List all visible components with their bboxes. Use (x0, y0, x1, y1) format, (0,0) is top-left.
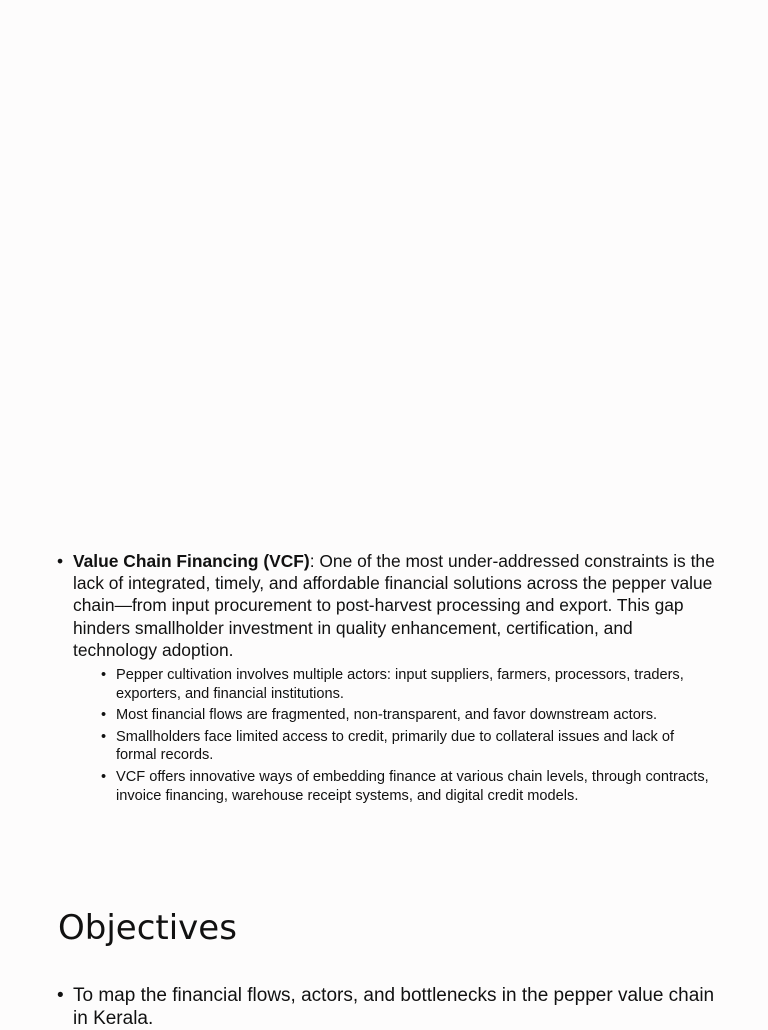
bullet-marker: • (57, 551, 64, 571)
vcf-lead-term: Value Chain Financing (VCF) (73, 551, 310, 571)
vcf-sub-item-text: Pepper cultivation involves multiple actors: input suppliers, farmers, processors, traders, exporters, and financial institutions. (116, 667, 684, 702)
vcf-section (57, 550, 717, 808)
sub-bullet-marker: • (101, 768, 107, 785)
sub-bullet-marker: • (101, 667, 107, 684)
objectives-list (57, 984, 717, 1030)
sub-bullet-marker: • (101, 707, 107, 724)
vcf-sub-list (73, 666, 717, 805)
vcf-description: : One of the most under-addressed constraints is the lack of integrated, timely, and affordable financial solutions across the pepper value chain—from input procurement to post-harvest processing and export. This gap hinders smallholder investment in quality enhancement, certification, and technology adoption. (73, 551, 715, 660)
vcf-list (57, 550, 717, 805)
vcf-sub-item (101, 768, 717, 805)
objective-item-text: To map the financial flows, actors, and bottlenecks in the pepper value chain in Kerala. (73, 985, 715, 1029)
vcf-main-bullet (57, 550, 717, 805)
objectives-heading: Objectives (58, 908, 237, 948)
vcf-sub-item-text: Smallholders face limited access to credit, primarily due to collateral issues and lack of formal records. (116, 728, 675, 764)
vcf-sub-item-text: VCF offers innovative ways of embedding finance at various chain levels, through contracts, invoice financing, warehouse receipt systems, and digital credit models. (116, 768, 709, 804)
vcf-sub-item (101, 706, 717, 725)
sub-bullet-marker: • (101, 728, 107, 745)
vcf-sub-item (101, 728, 717, 765)
bullet-marker: • (57, 985, 64, 1006)
vcf-sub-item-text: Most financial flows are fragmented, non-transparent, and favor downstream actors. (116, 707, 658, 724)
objective-item (57, 984, 717, 1030)
vcf-sub-item (101, 666, 717, 703)
